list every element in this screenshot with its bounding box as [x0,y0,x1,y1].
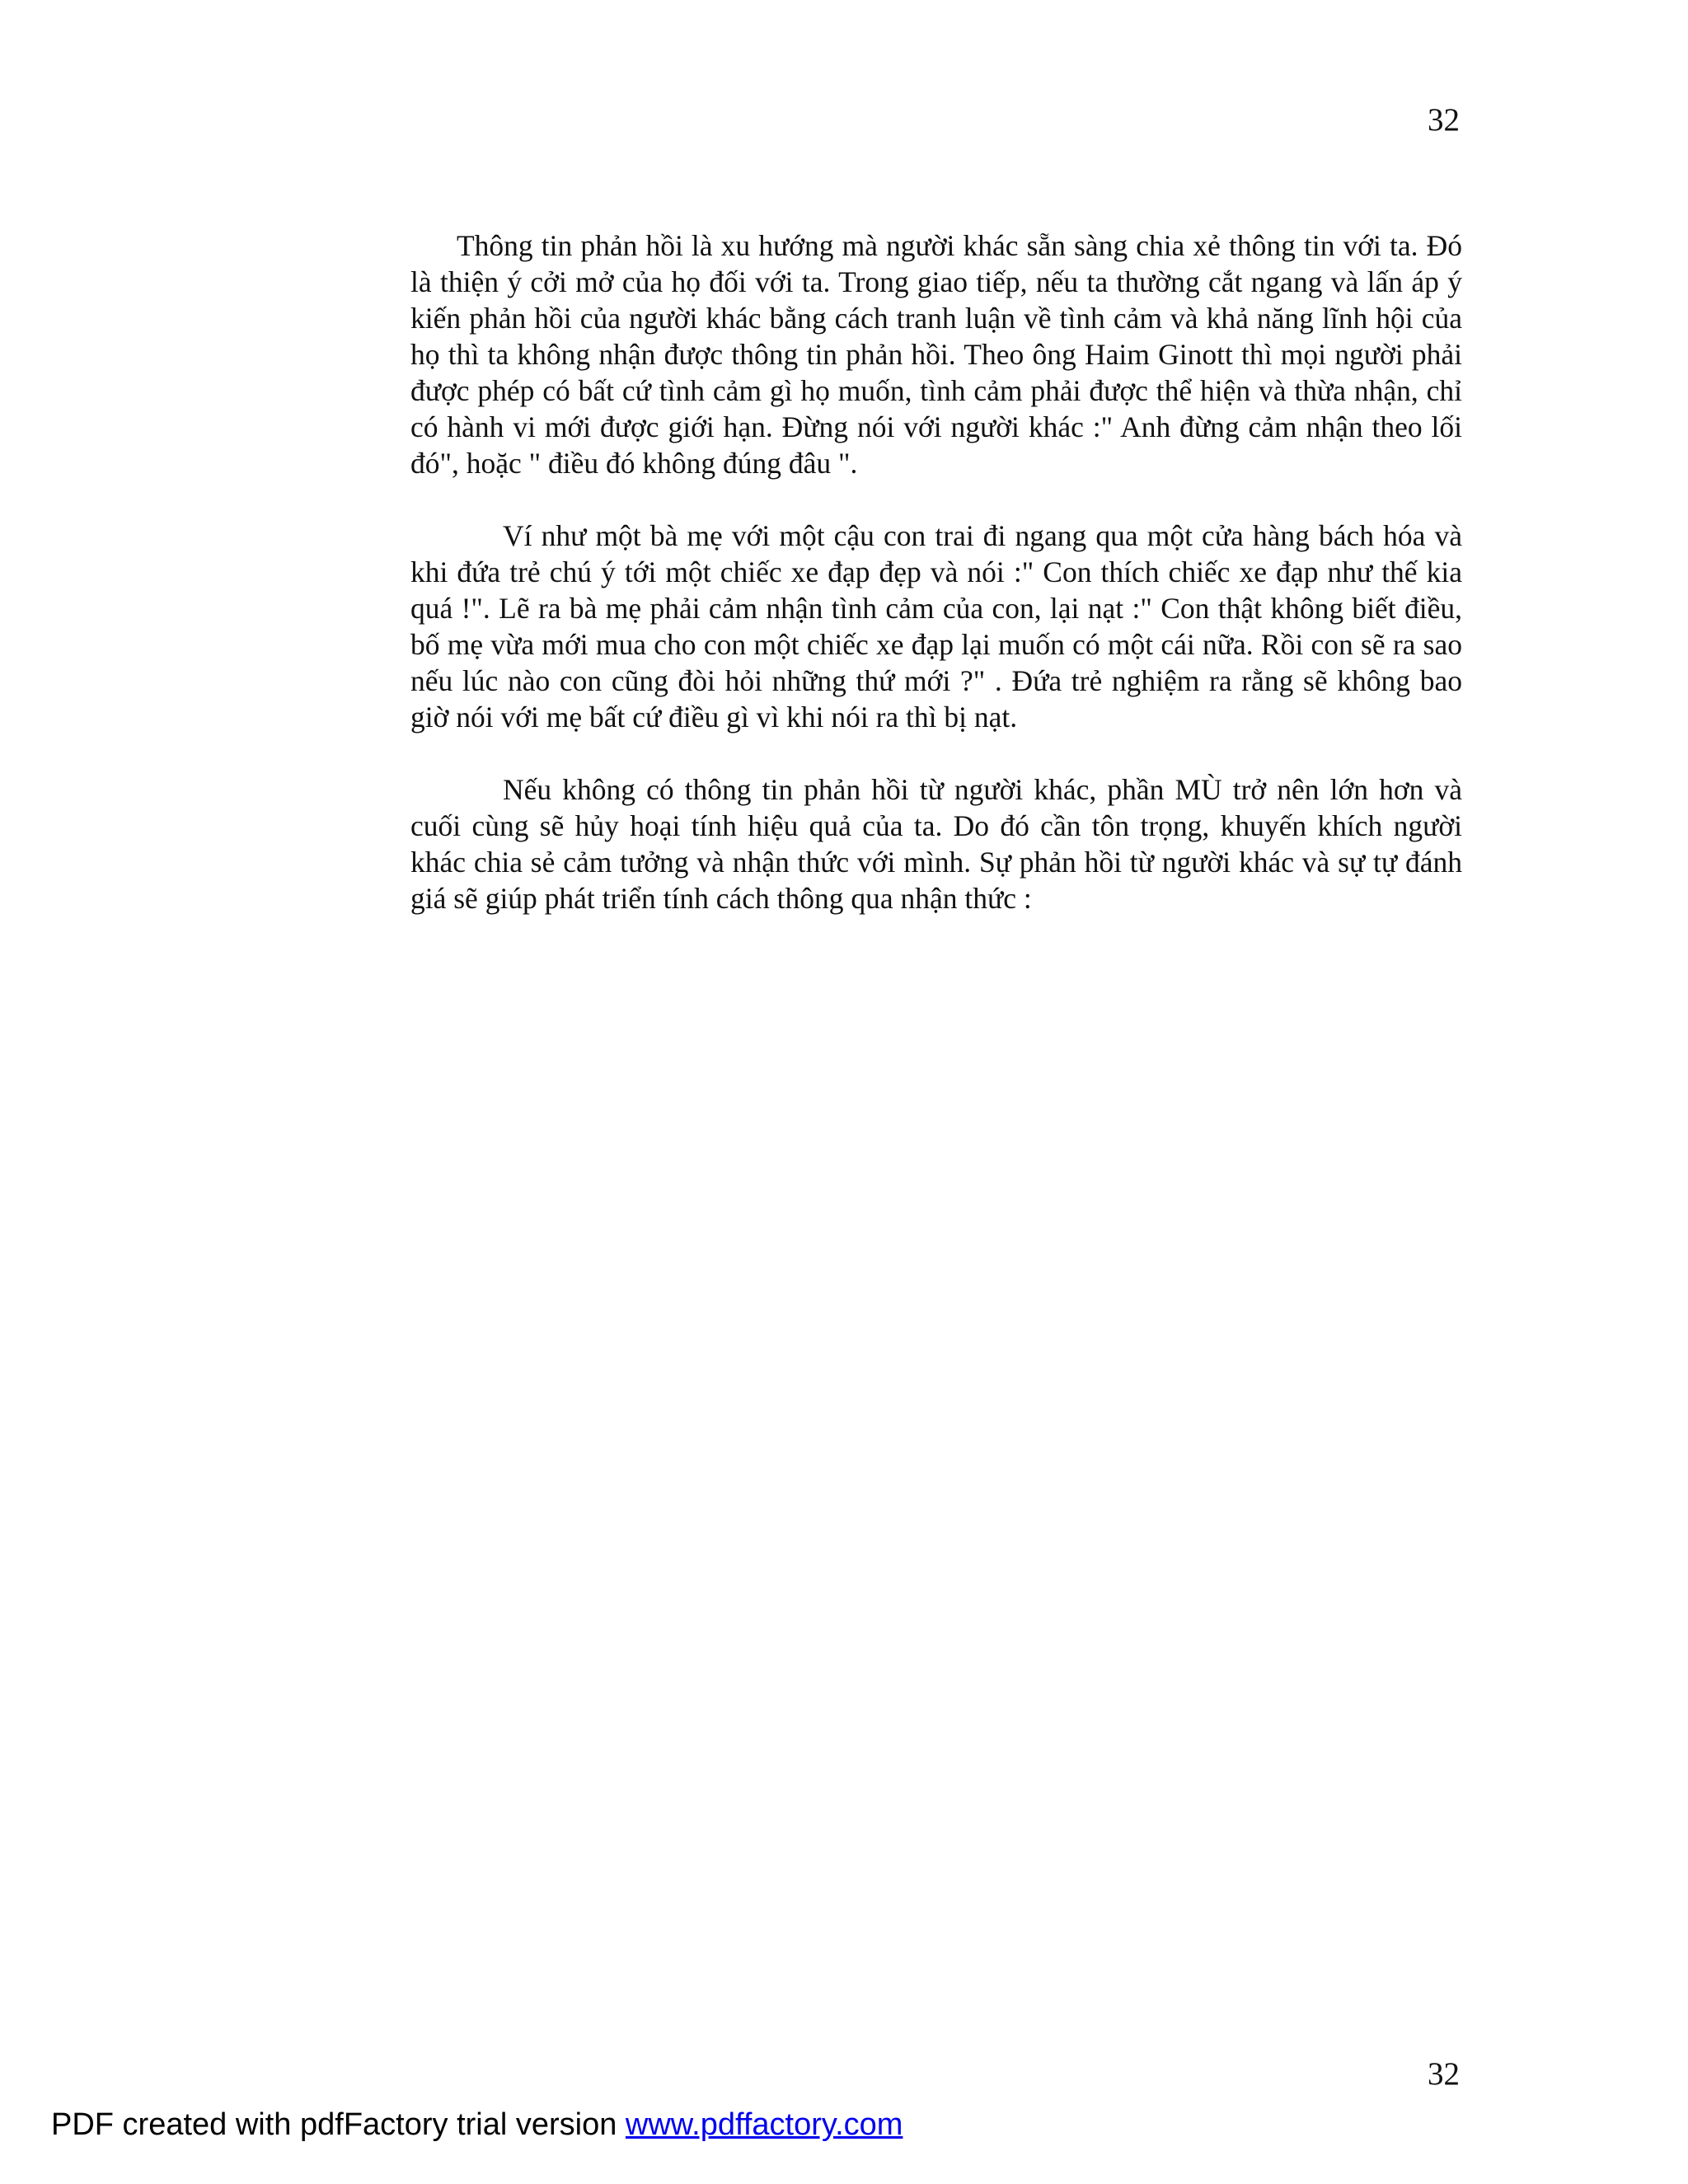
page-number-top: 32 [1428,102,1460,138]
paragraph-mother-example: Ví như một bà mẹ với một cậu con trai đi ngang qua một cửa hàng bách hóa và khi đứa trẻ chú ý tới một chiếc xe đạp đẹp và nói :" Con thích chiếc xe đạp như thế kia quá !". Lẽ ra bà mẹ phải cảm nhận tình cảm của con, lại nạt :" Con thật không biết điều, bố mẹ vừa mới mua cho con một chiếc xe đạp lại muốn có một cái nữa. Rồi con sẽ ra sao nếu lúc nào con cũng đòi hỏi những thứ mới ?" . Đứa trẻ nghiệm ra rằng sẽ không bao giờ nói với mẹ bất cứ điều gì vì khi nói ra thì bị nạt. [410,519,1462,733]
paragraph-feedback-intro: Thông tin phản hồi là xu hướng mà người khác sẵn sàng chia xẻ thông tin với ta. Đó là thiện ý cởi mở của họ đối với ta. Trong giao tiếp, nếu ta thường cắt ngang và lấn áp ý kiến phản hồi của người khác bằng cách tranh luận về tình cảm và khả năng lĩnh hội của họ thì ta không nhận được thông tin phản hồi. Theo ông Haim Ginott thì mọi người phải được phép có bất cứ tình cảm gì họ muốn, tình cảm phải được thể hiện và thừa nhận, chỉ có hành vi mới được giới hạn. Đừng nói với người khác :" Anh đừng cảm nhận theo lối đó", hoặc " điều đó không đúng đâu ". [410,229,1462,480]
paragraph-conclusion: Nếu không có thông tin phản hồi từ người khác, phần MÙ trở nên lớn hơn và cuối cùng sẽ hủy hoại tính hiệu quả của ta. Do đó cần tôn trọng, khuyến khích người khác chia sẻ cảm tưởng và nhận thức với mình. Sự phản hồi từ người khác và sự tự đánh giá sẽ giúp phát triển tính cách thông qua nhận thức : [410,773,1462,915]
document-body [410,227,1462,916]
pdf-footer [51,2107,903,2143]
page-number-bottom: 32 [1428,2056,1460,2092]
footer-text: PDF created with pdfFactory trial version [51,2107,626,2142]
footer-link[interactable]: www.pdffactory.com [625,2107,903,2142]
